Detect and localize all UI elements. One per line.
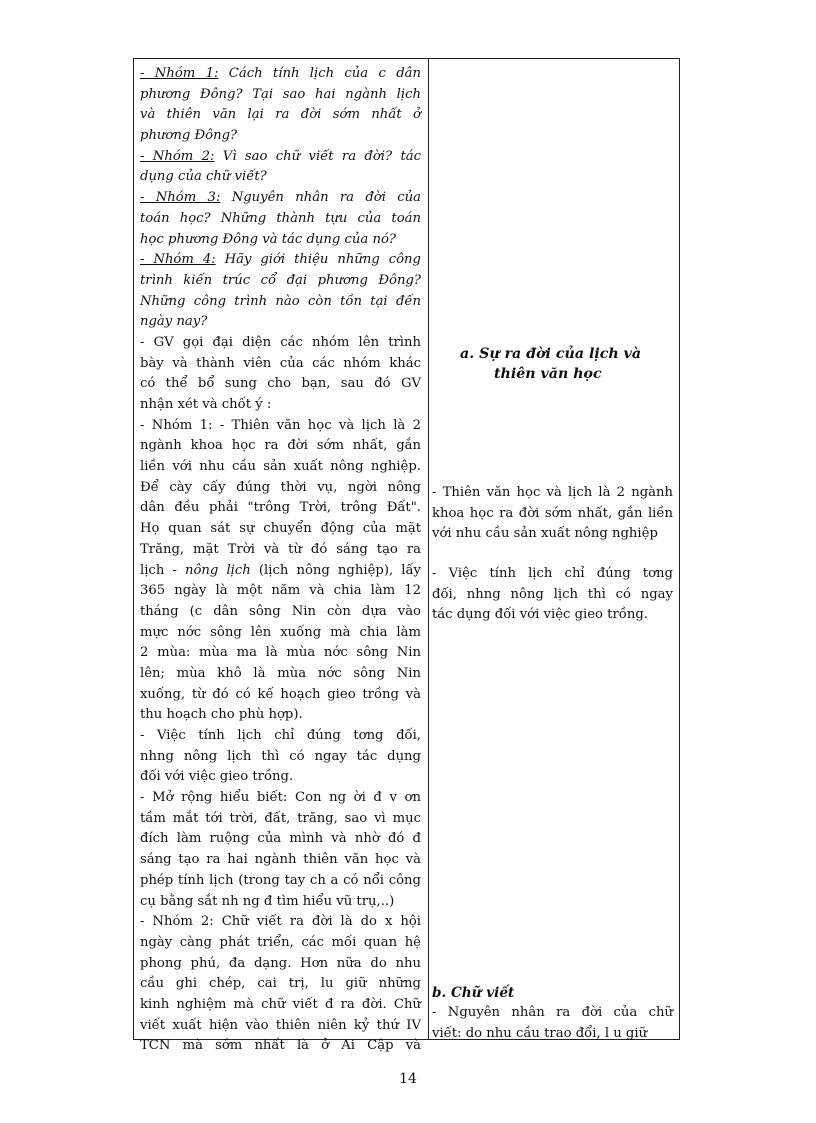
content-block-calendar	[432, 564, 673, 626]
text-run: toán học? Những thành tựu của toán	[140, 210, 421, 226]
left-text-line	[140, 747, 421, 768]
content-block-writing	[432, 1003, 673, 1044]
text-run: nông lịch	[184, 562, 251, 578]
text-run: lịch -	[140, 562, 185, 578]
text-run: viết xuất hiện vào thiên niên kỷ thứ IV	[140, 1017, 421, 1033]
text-run: (lịch nông nghiệp), lấy	[250, 562, 422, 578]
text-run: Trăng, mặt Trời và từ đó sáng tạo ra	[140, 541, 421, 557]
text-run: ngày càng phát triển, các mối quan hệ	[140, 934, 421, 950]
text-run: học phương Đông và tác dụng của nó?	[140, 231, 396, 247]
left-text-line	[140, 871, 421, 892]
left-text-line	[140, 374, 421, 395]
left-text-line	[140, 809, 421, 830]
left-text-line	[140, 498, 421, 519]
right-text-line: - Nguyên nhân ra đời của chữ	[432, 1005, 673, 1020]
text-run: cụ bằng sắt nh ng đ tìm hiểu vũ trụ,..)	[140, 893, 395, 909]
text-run: đối với việc gieo trồng.	[140, 769, 294, 785]
page-number: 14	[399, 1071, 417, 1087]
left-text-line	[140, 1016, 421, 1037]
content-block-astronomy	[432, 483, 673, 545]
left-text-line	[140, 995, 421, 1016]
left-text-line	[140, 147, 421, 168]
text-run: ngày nay?	[140, 314, 208, 330]
left-text-line	[140, 436, 421, 457]
text-run: lên; mùa khô là mùa nớc sông Nin	[140, 665, 421, 681]
text-run: 2 mùa: mùa ma là mùa nớc sông Nin	[140, 645, 421, 661]
left-text-line	[140, 395, 421, 416]
text-run: kinh nghiệm mà chữ viết đ ra đời. Chữ	[140, 996, 421, 1012]
text-run: - Nhóm 1:	[140, 66, 219, 81]
text-run: và thiên văn lại ra đời sớm nhất ở	[140, 107, 421, 123]
text-run: - Nhóm 4:	[140, 252, 216, 268]
text-run: tầm mắt tới trời, đất, trăng, sao vì mục	[140, 810, 421, 826]
heading-a-continued: thiên văn học	[494, 366, 602, 382]
text-run: phương Đông? Tại sao hai ngành lịch	[140, 86, 421, 102]
left-text-line	[140, 188, 421, 209]
left-text-line	[140, 912, 421, 933]
text-run: - Nhóm 3:	[140, 190, 221, 206]
text-run: TCN mà sớm nhất là ở Ai Cập và	[140, 1038, 421, 1054]
text-run: thu hoạch cho phù hợp).	[140, 707, 303, 723]
text-run: - Mở rộng hiểu biết: Con ng ời đ v ơn	[140, 790, 421, 806]
text-run: Vì sao chữ viết ra đời? tác	[214, 148, 421, 164]
left-text-line	[140, 354, 421, 375]
left-text-line	[140, 1036, 421, 1057]
text-run: nhận xét và chốt ý :	[140, 397, 272, 412]
text-run: Cách tính lịch của c dân	[218, 66, 421, 81]
text-run: nhng nông lịch thì có ngay tác dụng	[140, 748, 421, 764]
left-text-line	[140, 126, 421, 147]
right-text-line: - Thiên văn học và lịch là 2 ngành	[432, 485, 673, 500]
text-run: Họ quan sát sự chuyển động của mặt	[140, 521, 421, 537]
left-text-line	[140, 954, 421, 975]
left-text-line	[140, 664, 421, 685]
text-run: phong phú, đa dạng. Hơn nữa do nhu	[140, 955, 421, 971]
column-divider	[428, 59, 429, 1039]
heading-b: b. Chữ viết	[432, 985, 515, 1001]
text-run: dụng của chữ viết?	[140, 169, 267, 185]
text-run: - GV gọi đại diện các nhóm lên trình	[140, 334, 421, 350]
right-text-line: - Việc tính lịch chỉ đúng tơng	[432, 566, 673, 581]
right-text-line: đối, nhng nông lịch thì có ngay	[432, 586, 673, 602]
right-text-line: khoa học ra đời sớm nhất, gắn liền	[432, 505, 673, 521]
left-text-line	[140, 292, 421, 313]
left-text-line	[140, 230, 421, 251]
left-text-line	[140, 623, 421, 644]
left-text-line	[140, 602, 421, 623]
text-run: tháng (c dân sông Nin còn dựa vào	[140, 603, 421, 619]
left-text-line	[140, 850, 421, 871]
text-run: ngành khoa học ra đời sớm nhất, gắn	[140, 438, 421, 454]
text-run: đích làm ruộng của mình và nhờ đó đ	[140, 831, 421, 847]
text-run: liền với nhu cầu sản xuất nông nghiệp.	[140, 459, 421, 475]
text-run: bày và thành viên của các nhóm khác	[140, 355, 421, 371]
left-text-line	[140, 705, 421, 726]
left-text-line	[140, 312, 421, 333]
left-text-line	[140, 726, 421, 747]
left-text-line	[140, 64, 421, 85]
left-text-line	[140, 643, 421, 664]
text-run: phép tính lịch (trong tay ch a có nổi công	[140, 872, 421, 888]
left-text-line	[140, 581, 421, 602]
text-run: - Nhóm 2: Chữ viết ra đời là do x hội	[140, 914, 421, 930]
text-run: trình kiến trúc cổ đại phương Đông?	[140, 272, 421, 288]
left-text-line	[140, 250, 421, 271]
left-text-line	[140, 478, 421, 499]
left-text-line	[140, 519, 421, 540]
text-run: sáng tạo ra hai ngành thiên văn học và	[140, 852, 421, 868]
content-table	[133, 58, 680, 1054]
heading-a: a. Sự ra đời của lịch và	[460, 346, 642, 362]
left-text-line	[140, 788, 421, 809]
text-run: - Nhóm 2:	[140, 148, 215, 164]
left-text-line	[140, 333, 421, 354]
teacher-activity-column	[140, 64, 421, 1057]
text-run: mực nớc sông lên xuống mà chia làm	[140, 624, 421, 640]
left-text-line	[140, 685, 421, 706]
left-text-line	[140, 933, 421, 954]
text-run: phương Đông?	[140, 128, 238, 144]
text-run: Nguyên nhân ra đời của	[220, 190, 422, 206]
left-text-line	[140, 105, 421, 126]
text-run: - Việc tính lịch chỉ đúng tơng đối,	[140, 728, 421, 743]
text-run: cầu ghi chép, cai trị, lu giữ những	[140, 976, 421, 992]
text-run: có thể bổ sung cho bạn, sau đó GV	[140, 376, 421, 392]
left-text-line	[140, 767, 421, 788]
left-text-line	[140, 416, 421, 437]
text-run: Những công trình nào còn tồn tại đến	[140, 293, 421, 309]
text-run: Để cày cấy đúng thời vụ, ngời nông	[140, 479, 421, 495]
left-text-line	[140, 540, 421, 561]
text-run: 365 ngày là một năm và chia làm 12	[140, 583, 421, 599]
text-run: - Nhóm 1: - Thiên văn học và lịch là 2	[140, 417, 421, 433]
left-text-line	[140, 209, 421, 230]
right-text-line: tác dụng đối với việc gieo trồng.	[432, 607, 648, 623]
left-text-line	[140, 271, 421, 292]
text-run: dân đều phải "trông Trời, trông Đất".	[140, 500, 421, 516]
right-text-line: với nhu cầu sản xuất nông nghiệp	[432, 526, 658, 542]
text-run: Hãy giới thiệu những công	[215, 252, 421, 268]
left-text-line	[140, 974, 421, 995]
lesson-content-column	[432, 59, 675, 1039]
text-run: xuống, từ đó có kế hoạch gieo trồng và	[140, 686, 421, 702]
left-text-line	[140, 892, 421, 913]
left-text-line	[140, 457, 421, 478]
left-text-line	[140, 167, 421, 188]
left-text-line	[140, 561, 421, 582]
right-text-line: viết: do nhu cầu trao đổi, l u giữ	[432, 1025, 648, 1041]
left-text-line	[140, 85, 421, 106]
left-text-line	[140, 829, 421, 850]
